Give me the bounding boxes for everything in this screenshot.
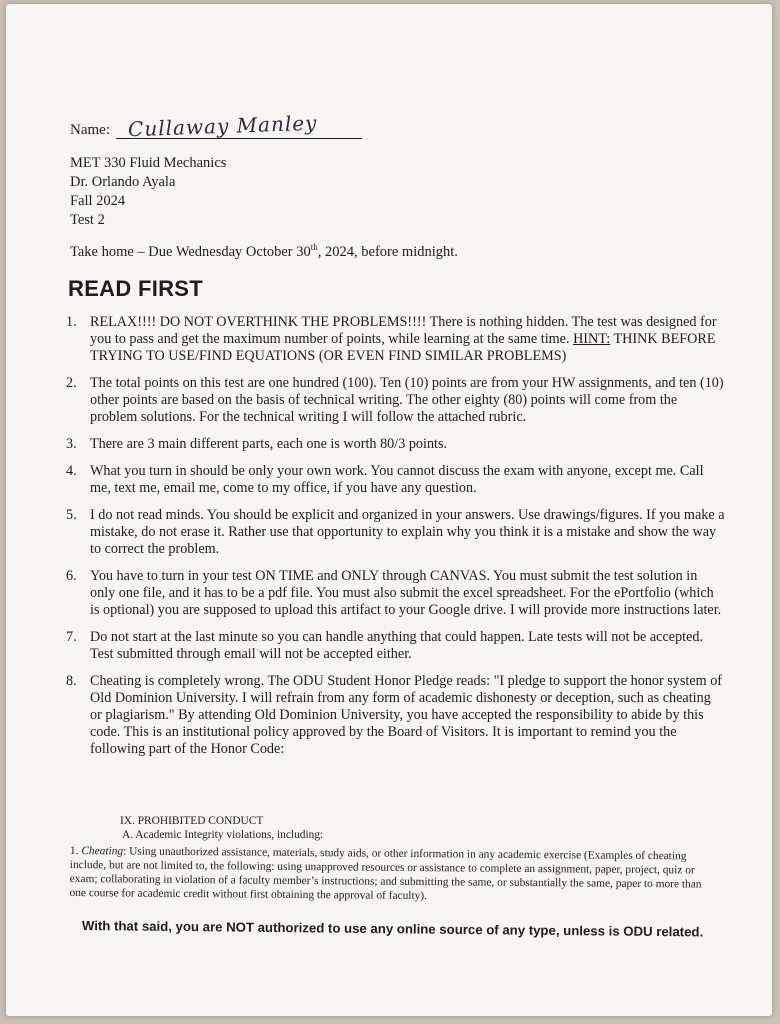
handwritten-name: Cullaway Manley [127, 110, 318, 142]
honor-section: IX. PROHIBITED CONDUCT [120, 815, 264, 827]
course-title: MET 330 Fluid Mechanics [70, 155, 227, 171]
due-suffix: , 2024, before midnight. [317, 243, 458, 260]
rule-number: 8. [66, 673, 77, 689]
rule-text: I do not read minds. You should be explicit and organized in your answers. Use drawings/figures. If you make a mistake, do not erase it. Rather use that opportunity to explain why you think it is a mistake and show the way to correct the problem. [90, 507, 725, 557]
rule-text: You have to turn in your test ON TIME and ONLY through CANVAS. You must submit the test solution in only one file, and it has to be a pdf file. You must also submit the excel spreadsheet. For the ePortfolio (which is optional) you are supposed to upload this artifact to your Google drive. I will provide more instructions later. [90, 568, 722, 618]
rule-number: 2. [66, 375, 77, 391]
rule-number: 6. [66, 568, 77, 584]
honor-item [70, 844, 720, 906]
due-ordinal: th [310, 242, 318, 252]
rule-text: What you turn in should be only your own work. You cannot discuss the exam with anyone, except me. Call me, text me, email me, come to my office, if you have any question. [90, 463, 704, 496]
due-date [70, 242, 458, 261]
rule-text: THINK BEFORE TRYING TO USE/FIND EQUATIONS (OR EVEN FIND SIMILAR PROBLEMS) [90, 331, 716, 364]
name-field [70, 110, 370, 144]
rule-item [66, 463, 726, 497]
rule-text: The total points on this test are one hundred (100). Ten (10) points are from your HW assignments, and ten (10) other points are based on the basis of technical writing. The other eighty (80) points will come from the problem solutions. For the technical writing I will follow the attached rubric. [90, 375, 724, 425]
honor-item-number: 1. [69, 844, 79, 858]
rule-text: Do not start at the last minute so you can handle anything that could happen. Late tests will not be accepted. Test submitted through email will not be accepted either. [90, 629, 704, 662]
rule-text: RELAX!!!! DO NOT OVERTHINK THE PROBLEMS!!!! There is nothing hidden. The test was designed for you to pass and get the maximum number of points, while learning at the same time. [90, 314, 717, 347]
rule-item [66, 436, 726, 453]
honor-subsection: A. Academic Integrity violations, including: [122, 829, 324, 841]
due-prefix: Take home – Due Wednesday October 30 [70, 243, 311, 260]
rule-number: 5. [66, 507, 77, 523]
rule-item [66, 629, 726, 663]
rules-list [66, 314, 726, 758]
read-first-heading: READ FIRST [68, 276, 203, 301]
rule-item [66, 507, 726, 558]
rule-item [66, 568, 726, 619]
rule-number: 7. [66, 629, 77, 645]
closing-statement: With that said, you are NOT authorized to use any online source of any type, unless is ODU related. [81, 918, 704, 940]
rule-text: There are 3 main different parts, each one is worth 80/3 points. [90, 436, 448, 452]
hint-label: HINT: [573, 331, 611, 347]
rule-number: 3. [66, 436, 77, 452]
test-number: Test 2 [70, 212, 105, 228]
honor-item-term: Cheating [81, 845, 124, 858]
name-underline [116, 138, 362, 139]
instructor-name: Dr. Orlando Ayala [70, 174, 176, 190]
honor-item-text: : Using unauthorized assistance, materials, study aids, or other information in any academic exercise (Examples of cheating include, but are not limited to, the following: using unapproved resources or assistance to complete an assignment, paper, project, quiz or exam; collaborating in violation of a faculty member’s instructions; and submitting the same, or substantially the same, paper to more than one course for academic credit without first obtaining the approval of faculty). [69, 845, 702, 903]
honor-code-excerpt [69, 814, 720, 903]
rule-item [66, 314, 726, 365]
course-header [70, 154, 226, 230]
name-label: Name: [70, 122, 110, 138]
rule-number: 4. [66, 463, 77, 479]
rule-item [66, 673, 726, 758]
rule-item [66, 375, 726, 426]
rule-number: 1. [66, 314, 77, 330]
term: Fall 2024 [70, 193, 126, 209]
rule-text: Cheating is completely wrong. The ODU Student Honor Pledge reads: "I pledge to support the honor system of Old Dominion University. I will refrain from any form of academic dishonesty or deception, such as cheating or plagiarism." By attending Old Dominion University, you have accepted the responsibility to abide by this code. This is an institutional policy approved by the Board of Visitors. It is important to remind you the following part of the Honor Code: [90, 673, 723, 757]
